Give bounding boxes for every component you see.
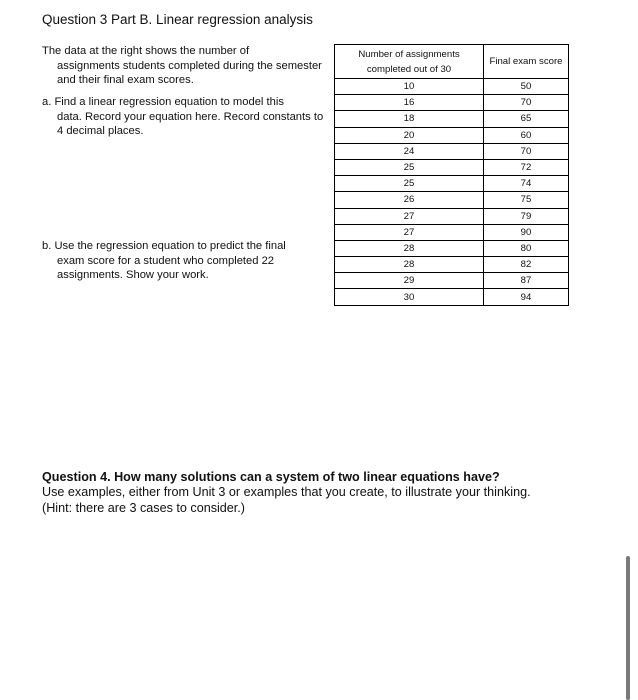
cell-assignments: 18 — [335, 111, 484, 127]
question-4-title: Question 4. How many solutions can a system of two linear equations have? — [42, 470, 500, 484]
cell-assignments: 29 — [335, 273, 484, 289]
cell-final-exam-score: 82 — [484, 257, 569, 273]
table-row — [335, 224, 569, 240]
cell-assignments: 26 — [335, 192, 484, 208]
part-b-rest: exam score for a student who completed 22 assignments. Show your work. — [57, 254, 275, 282]
vertical-scrollbar[interactable] — [626, 556, 630, 700]
question-4-hint: (Hint: there are 3 cases to consider.) — [42, 500, 245, 515]
cell-assignments: 16 — [335, 95, 484, 111]
cell-assignments: 10 — [335, 79, 484, 95]
cell-final-exam-score: 72 — [484, 159, 569, 175]
cell-final-exam-score: 75 — [484, 192, 569, 208]
cell-final-exam-score: 65 — [484, 111, 569, 127]
table-row — [335, 127, 569, 143]
intro-line-1: The data at the right shows the number of — [42, 45, 250, 57]
header-assignments: Number of assignments completed out of 30 — [335, 45, 484, 79]
cell-assignments: 27 — [335, 224, 484, 240]
cell-assignments: 25 — [335, 159, 484, 175]
cell-assignments: 20 — [335, 127, 484, 143]
table-row — [335, 208, 569, 224]
cell-assignments: 28 — [335, 257, 484, 273]
cell-final-exam-score: 70 — [484, 95, 569, 111]
part-a-instructions — [42, 95, 332, 139]
table-row — [335, 79, 569, 95]
part-a-rest: data. Record your equation here. Record constants to 4 decimal places. — [57, 110, 324, 138]
table-row — [335, 176, 569, 192]
table-row — [335, 289, 569, 305]
table-row — [335, 143, 569, 159]
cell-final-exam-score: 87 — [484, 273, 569, 289]
table-row — [335, 273, 569, 289]
cell-assignments: 24 — [335, 143, 484, 159]
cell-final-exam-score: 70 — [484, 143, 569, 159]
header-final-exam-score: Final exam score — [484, 45, 569, 79]
cell-final-exam-score: 74 — [484, 176, 569, 192]
assignments-score-table — [334, 44, 569, 306]
part-b-instructions — [42, 239, 332, 283]
question-3-intro — [42, 44, 332, 88]
question-4 — [42, 470, 602, 516]
question-4-line-2: Use examples, either from Unit 3 or examples that you create, to illustrate your thinking. — [42, 485, 531, 500]
table-row — [335, 240, 569, 256]
cell-assignments: 30 — [335, 289, 484, 305]
cell-final-exam-score: 94 — [484, 289, 569, 305]
table-row — [335, 159, 569, 175]
question-3-title: Question 3 Part B. Linear regression analysis — [42, 12, 313, 27]
part-a-line-1: a. Find a linear regression equation to model this — [42, 96, 284, 108]
table-row — [335, 95, 569, 111]
table-row — [335, 257, 569, 273]
cell-assignments: 28 — [335, 240, 484, 256]
cell-final-exam-score: 79 — [484, 208, 569, 224]
cell-final-exam-score: 50 — [484, 79, 569, 95]
cell-assignments: 25 — [335, 176, 484, 192]
part-b-line-1: b. Use the regression equation to predict the final — [42, 240, 286, 252]
table-header-row — [335, 45, 569, 79]
cell-final-exam-score: 90 — [484, 224, 569, 240]
table-row — [335, 111, 569, 127]
cell-assignments: 27 — [335, 208, 484, 224]
cell-final-exam-score: 60 — [484, 127, 569, 143]
intro-rest: assignments students completed during the semester and their final exam scores. — [57, 59, 322, 87]
table-row — [335, 192, 569, 208]
cell-final-exam-score: 80 — [484, 240, 569, 256]
